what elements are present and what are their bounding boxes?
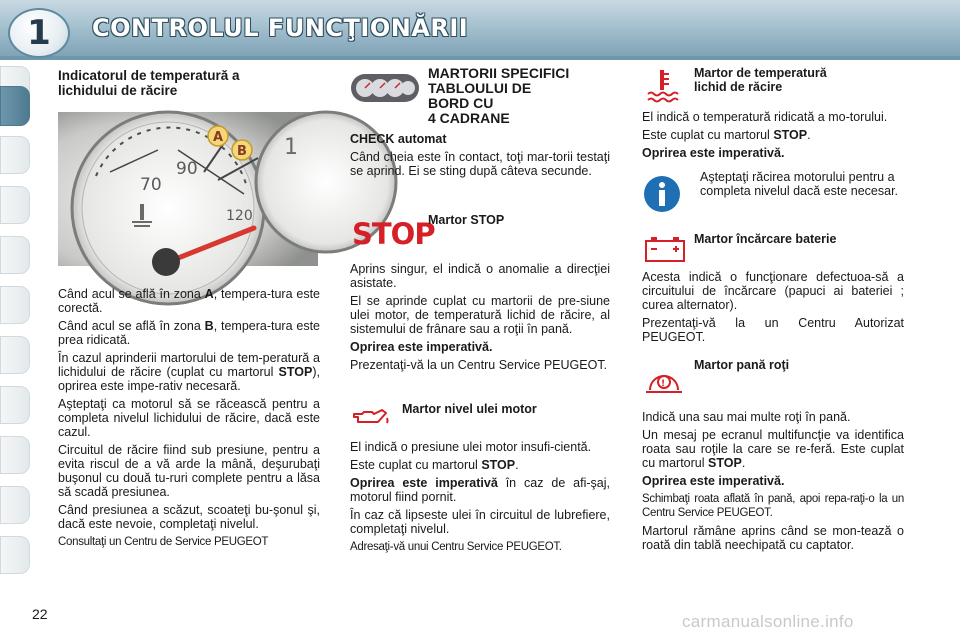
stop-warning-header (350, 214, 610, 254)
oil-warning-header (350, 402, 610, 434)
paragraph: Este cuplat cu martorul STOP. (350, 458, 519, 472)
paragraph: Schimbaţi roata aflată în pană, apoi repa-raţi-o la un Centru Service PEUGEOT. (642, 493, 904, 519)
paragraph: Oprirea este imperativă. (642, 146, 785, 160)
paragraph: Când acul se află în zona A, tempera-tura este corectă. (58, 287, 320, 315)
flat-tyre-warning-header (642, 360, 904, 404)
paragraph: Un mesaj pe ecranul multifuncţie va identifica roata sau roţile la care se re-feră. Este cuplat cu martorul STOP. (642, 428, 904, 470)
gauge-tick-70: 70 (140, 175, 162, 195)
svg-text:B: B (237, 144, 247, 159)
paragraph: Indică una sau mai multe roţi în pană. (642, 410, 851, 424)
gauge-tick-90: 90 (176, 159, 198, 179)
column-warning-lights (350, 66, 610, 558)
paragraph: Circuitul de răcire fiind sub presiune, pentru a evita riscul de a vă arde la mână, deşurubaţi buşonul cu două tu-ruri complete pentru a lăsa să scadă presiunea. (58, 443, 320, 499)
paragraph: Adresaţi-vă unui Centru Service PEUGEOT. (350, 541, 562, 553)
paragraph: Prezentaţi-vă la un Centru Autorizat PEUGEOT. (642, 316, 904, 344)
oil-warning-label: Martor nivel ulei motor (402, 402, 537, 416)
chapter-tab[interactable] (0, 486, 30, 524)
info-text: Aşteptaţi răcirea motorului pentru a completa nivelul dacă este necesar. (700, 170, 899, 198)
flat-tyre-warning-label: Martor pană roţi (694, 358, 790, 372)
chapter-tab[interactable] (0, 336, 30, 374)
paragraph: În cazul aprinderii martorului de tem-peratură a lichidului de răcire (cuplat cu martorul STOP), oprirea este impe-rativ necesară. (58, 351, 320, 393)
right-dial-number: 1 (284, 135, 298, 160)
battery-warning-label: Martor încărcare baterie (694, 232, 837, 246)
header-divider (0, 56, 960, 60)
paragraph: El indică o temperatură ridicată a mo-torului. (642, 110, 888, 124)
section-title-coolant-gauge: Indicatorul de temperatură a lichidului de răcire (58, 68, 240, 98)
column-coolant-gauge (58, 66, 320, 553)
section-title-warning-lights: MARTORII SPECIFICI TABLOULUI DE BORD CU 4 CADRANE (428, 65, 570, 126)
page-number: 22 (32, 606, 48, 622)
battery-icon (642, 234, 688, 264)
chapter-tab[interactable] (0, 286, 30, 324)
instrument-panel-icon (350, 70, 420, 106)
info-icon (642, 174, 682, 214)
chapter-tab[interactable] (0, 536, 30, 574)
page-title: CONTROLUL FUNCŢIONĂRII (92, 14, 469, 42)
paragraph: El indică o presiune ulei motor insufi-cientă. (350, 440, 592, 454)
paragraph: Acesta indică o funcţionare defectuoa-să a circuitului de încărcare (papuci ai bateriei ; curea alternator). (642, 270, 904, 312)
chapter-tab-active[interactable] (0, 86, 30, 126)
svg-text:A: A (213, 130, 224, 145)
watermark: carmanualsonline.info (682, 612, 854, 631)
chapter-tab[interactable] (0, 436, 30, 474)
oil-can-icon (350, 404, 390, 428)
info-note (642, 170, 904, 214)
chapter-badge (8, 8, 70, 58)
paragraph: Aşteptaţi ca motorul să se răcească pentru a completa nivelul lichidului de răcire, dacă este cazul. (58, 397, 320, 439)
paragraph: El se aprinde cuplat cu martorii de pre-siune ulei motor, de temperatură lichid de răcire, al sistemului de frânare sau a roţii în pană. (350, 294, 610, 336)
paragraph: Prezentaţi-vă la un Centru Service PEUGEOT. (350, 358, 608, 372)
paragraph: Când presiunea a scăzut, scoateţi bu-şonul şi, dacă este nevoie, completaţi nivelul. (58, 503, 320, 531)
paragraph: Când acul se află în zona B, tempera-tura este prea ridicată. (58, 319, 320, 347)
svg-text:!: ! (661, 379, 666, 389)
coolant-temperature-icon (642, 66, 682, 106)
coolant-gauge-image (58, 112, 318, 266)
chapter-tab[interactable] (0, 136, 30, 174)
paragraph: Este cuplat cu martorul STOP. (642, 128, 811, 142)
svg-text:STOP: STOP (352, 217, 435, 251)
stop-warning-icon (350, 214, 435, 251)
coolant-temp-warning-header (642, 66, 904, 106)
paragraph: Oprirea este imperativă. (642, 474, 785, 488)
gauge-tick-120: 120 (226, 208, 253, 224)
chapter-number: 1 (27, 13, 51, 53)
paragraph: Oprirea este imperativă. (350, 340, 493, 354)
paragraph: În caz că lipseste ulei în circuitul de lubrefiere, completaţi nivelul. (350, 508, 610, 536)
paragraph: Consultaţi un Centru de Service PEUGEOT (58, 536, 269, 548)
flat-tyre-icon (642, 360, 686, 400)
chapter-tab[interactable] (0, 236, 30, 274)
check-title: CHECK automat (350, 132, 447, 146)
chapter-tab[interactable] (0, 386, 30, 424)
paragraph: Martorul rămâne aprins când se mon-tează o roată din tablă neechipată cu captator. (642, 524, 904, 552)
coolant-temp-warning-label: Martor de temperatură lichid de răcire (694, 66, 827, 94)
chapter-tab[interactable] (0, 186, 30, 224)
section-header-warning-lights (350, 66, 610, 126)
paragraph: Oprirea este imperativă în caz de afi-şaj, motorul fiind pornit. (350, 476, 610, 504)
paragraph: Aprins singur, el indică o anomalie a direcţiei asistate. (350, 262, 610, 290)
column-warning-lights-continued (642, 66, 904, 556)
chapter-tabs (0, 66, 34, 576)
battery-warning-header (642, 232, 904, 266)
stop-warning-label: Martor STOP (428, 213, 505, 227)
paragraph: Când cheia este în contact, toţi mar-torii testaţi se aprind. Ei se sting după câteva secunde. (350, 150, 610, 178)
